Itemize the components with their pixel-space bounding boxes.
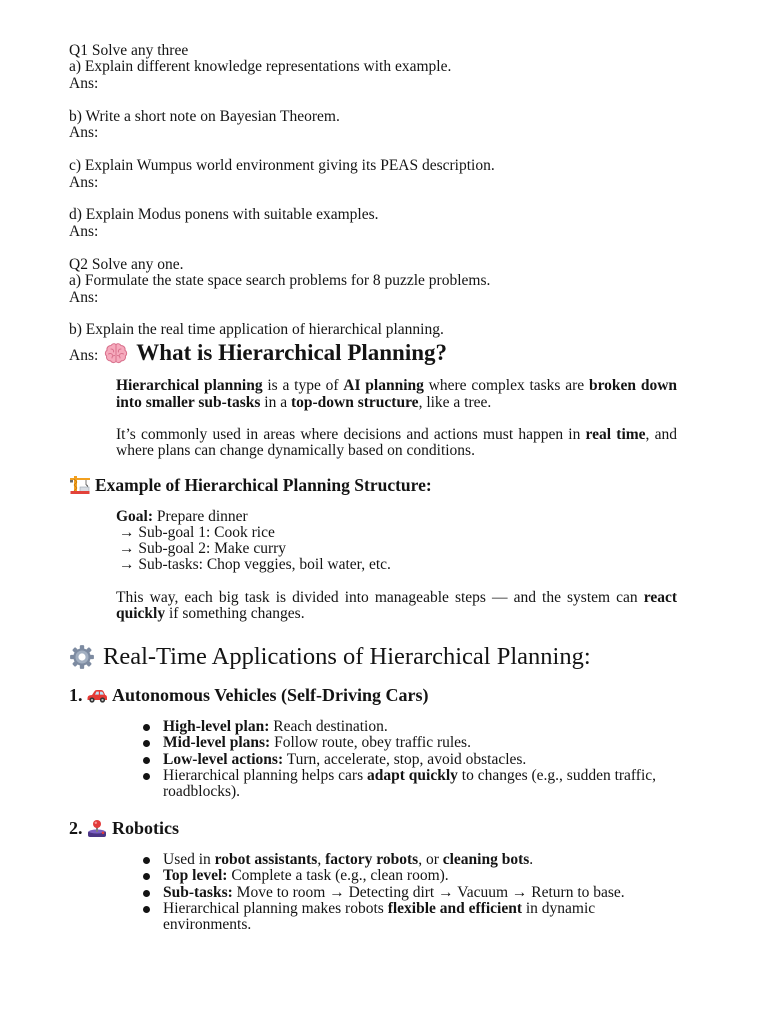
question-text: a) Formulate the state space search problems for 8 puzzle problems. <box>69 272 491 290</box>
goal-step: → Sub-goal 1: Cook rice <box>119 524 275 541</box>
goal-value: Prepare dinner <box>153 508 248 525</box>
bold-text: Mid-level plans: <box>163 734 271 752</box>
bold-text: broken down <box>588 377 678 394</box>
question-text: b) Write a short note on Bayesian Theorem. <box>69 107 340 125</box>
body-text: , <box>317 851 326 868</box>
question-item <box>69 109 495 142</box>
bold-text: react <box>643 589 677 606</box>
body-text: Move to room → Detecting dirt → Vacuum → Return to base. <box>232 883 625 901</box>
body-text: Follow route, obey traffic rules. <box>270 734 471 752</box>
bold-text: quickly <box>116 605 166 622</box>
body-text: where complex tasks are <box>423 377 589 394</box>
q2-heading: Q2 Solve any one. <box>69 255 184 273</box>
construction-crane-icon <box>69 475 91 495</box>
applications-heading <box>69 642 591 672</box>
question-item <box>69 273 495 306</box>
bullet-list-robotics <box>163 852 625 933</box>
body-text: environments. <box>163 916 252 933</box>
example-heading <box>69 475 432 495</box>
paragraph-line <box>116 606 677 622</box>
bullet-item <box>163 735 656 751</box>
question-item <box>69 59 495 92</box>
body-text: This way, each big task is divided into manageable steps — and the system can <box>116 589 644 606</box>
bold-text: Top level: <box>163 867 228 885</box>
body-text: , and <box>645 426 677 443</box>
question-text: a) Explain different knowledge representations with example. <box>69 58 452 76</box>
definition-paragraph <box>116 378 677 412</box>
q1-heading: Q1 Solve any three <box>69 42 189 59</box>
goal-line <box>116 509 391 525</box>
body-text: Turn, accelerate, stop, avoid obstacles. <box>283 750 527 768</box>
bullet-item <box>163 752 656 768</box>
bold-text: High-level plan: <box>163 718 270 735</box>
summary-paragraph <box>116 590 677 622</box>
bullet-item <box>163 852 625 868</box>
answer-label: Ans: <box>69 346 99 364</box>
bold-text: AI planning <box>343 377 424 394</box>
goal-label: Goal: <box>116 508 154 525</box>
bold-text: Low-level actions: <box>163 750 284 768</box>
bullet-item <box>163 885 625 901</box>
bullet-item <box>163 868 625 884</box>
bullet-item <box>163 901 625 934</box>
paragraph-line <box>116 395 677 412</box>
body-text: if something changes. <box>165 605 305 622</box>
bold-text: Hierarchical planning <box>116 377 263 394</box>
brain-icon <box>104 342 128 364</box>
answer-label: Ans: <box>69 74 99 92</box>
applications-heading-text: Real-Time Applications of Hierarchical Planning: <box>103 643 591 670</box>
goal-structure <box>116 509 391 573</box>
bold-text: factory robots <box>325 851 419 868</box>
question-item <box>69 207 495 240</box>
answer-title: What is Hierarchical Planning? <box>136 340 448 365</box>
body-text: roadblocks). <box>163 783 241 800</box>
section-number: 2. <box>69 817 83 838</box>
goal-step: → Sub-goal 2: Make curry <box>119 540 287 557</box>
bullet-item <box>163 719 656 735</box>
body-text: Reach destination. <box>269 718 388 735</box>
body-text: in dynamic <box>522 899 596 917</box>
example-heading-text: Example of Hierarchical Planning Structure: <box>95 474 432 495</box>
section-number: 1. <box>69 684 83 705</box>
answer-label: Ans: <box>69 288 99 306</box>
bold-text: top-down structure <box>290 393 419 411</box>
question-item <box>69 158 495 191</box>
paragraph-line <box>116 378 677 395</box>
paragraph-line <box>116 427 677 443</box>
gear-icon <box>69 644 95 670</box>
car-icon <box>86 688 108 703</box>
section-heading-robotics <box>69 817 179 839</box>
bold-text: real time <box>585 426 646 443</box>
bullet-list-autonomous-vehicles <box>163 719 656 800</box>
bold-text: cleaning bots <box>442 851 530 868</box>
bold-text: into smaller sub-tasks <box>116 393 261 411</box>
usage-paragraph <box>116 427 677 459</box>
body-text: Used in <box>163 851 215 868</box>
goal-step: → Sub-tasks: Chop veggies, boil water, etc. <box>119 556 391 573</box>
body-text: . <box>529 851 534 868</box>
question-text: b) Explain the real time application of hierarchical planning. <box>69 321 444 339</box>
body-text: in a <box>260 393 291 411</box>
answer-label: Ans: <box>69 124 99 142</box>
body-text: Hierarchical planning helps cars <box>163 766 367 784</box>
question-text: d) Explain Modus ponens with suitable examples. <box>69 206 379 224</box>
bullet-item <box>163 768 656 801</box>
bold-text: Sub-tasks: <box>163 883 233 901</box>
question-text: c) Explain Wumpus world environment giving its PEAS description. <box>69 157 495 175</box>
paragraph-line <box>116 590 677 606</box>
question-list <box>69 43 495 339</box>
answer-label: Ans: <box>69 222 99 240</box>
bold-text: flexible and efficient <box>387 899 522 917</box>
joystick-icon <box>86 819 108 838</box>
body-text: It’s commonly used in areas where decisions and actions must happen in <box>116 426 586 443</box>
section-heading-autonomous-vehicles <box>69 684 429 706</box>
answer-label: Ans: <box>69 173 99 191</box>
body-text: , or <box>418 851 443 868</box>
answer-heading-row <box>69 339 447 367</box>
section-title: Robotics <box>112 817 179 838</box>
body-text: Hierarchical planning makes robots <box>163 899 388 917</box>
bold-text: adapt quickly <box>367 766 458 784</box>
body-text: to changes (e.g., sudden traffic, <box>457 766 657 784</box>
section-title: Autonomous Vehicles (Self-Driving Cars) <box>112 684 429 705</box>
body-text: , like a tree. <box>418 393 492 411</box>
body-text: is a type of <box>262 377 344 394</box>
paragraph-line: where plans can change dynamically based on conditions. <box>116 442 475 459</box>
bold-text: robot assistants <box>214 851 318 868</box>
body-text: Complete a task (e.g., clean room). <box>227 867 449 885</box>
